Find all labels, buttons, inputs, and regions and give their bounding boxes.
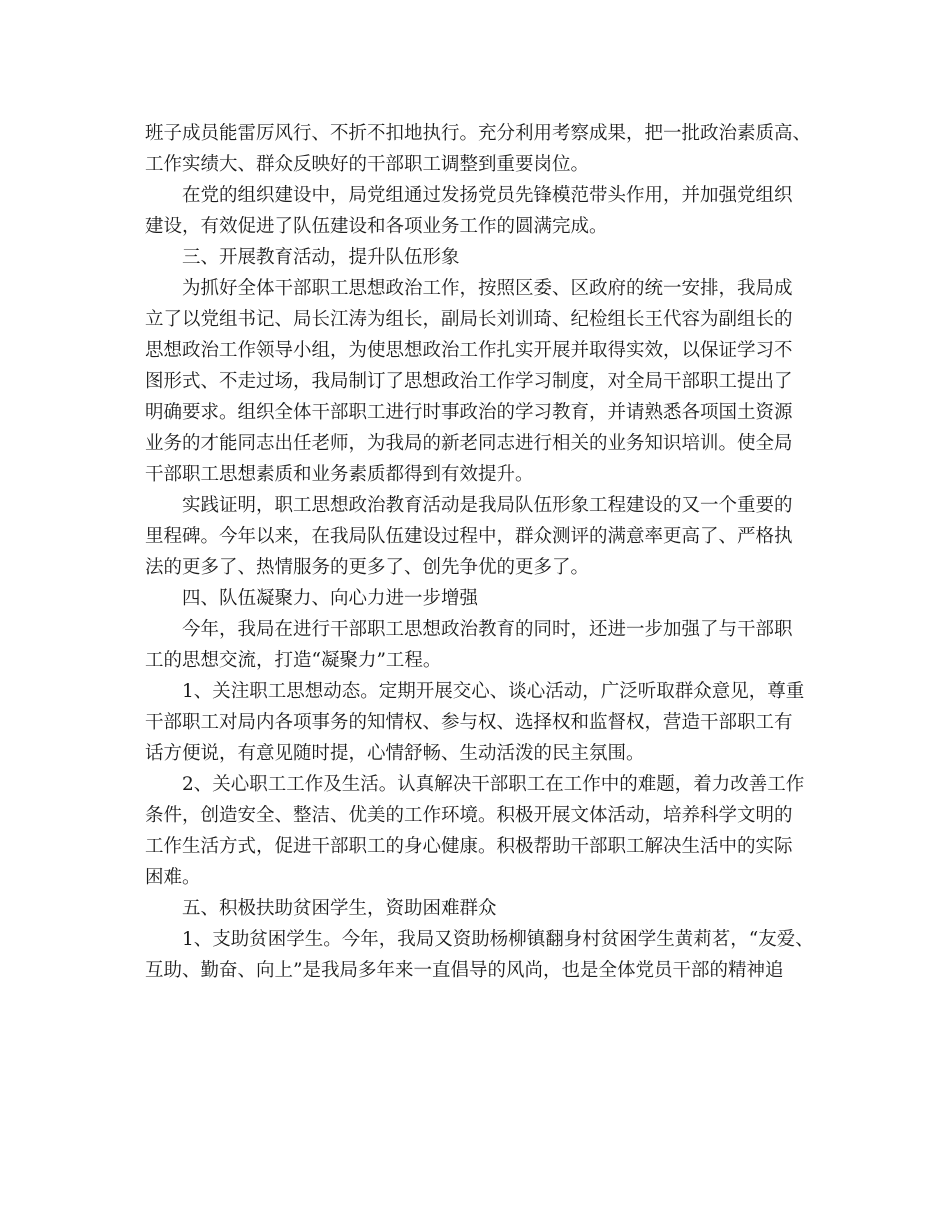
text-line: 条件，创造安全、整洁、优美的工作环境。积极开展文体活动，培养科学文明的: [145, 805, 793, 826]
text-line: 困难。: [145, 867, 201, 888]
document-body: [145, 118, 825, 986]
text-line: 法的更多了、热情服务的更多了、创先争优的更多了。: [145, 557, 590, 578]
text-line: 干部职工思想素质和业务素质都得到有效提升。: [145, 464, 534, 485]
text-line: 图形式、不走过场，我局制订了思想政治工作学习制度，对全局干部职工提出了: [145, 371, 793, 392]
text-line: 实践证明，职工思想政治教育活动是我局队伍形象工程建设的又一个重要的: [182, 495, 793, 516]
section-heading: 三、开展教育活动，提升队伍形象: [182, 247, 460, 268]
text-line: 明确要求。组织全体干部职工进行时事政治的学习教育，并请熟悉各项国土资源: [145, 402, 793, 423]
text-line: 话方便说，有意见随时提，心情舒畅、生动活泼的民主氛围。: [145, 743, 645, 764]
text-line: 工作实绩大、群众反映好的干部职工调整到重要岗位。: [145, 154, 590, 175]
text-line: 里程碑。今年以来，在我局队伍建设过程中，群众测评的满意率更高了、严格执: [145, 526, 793, 547]
text-line: 工作生活方式，促进干部职工的身心健康。积极帮助干部职工解决生活中的实际: [145, 836, 793, 857]
text-line: 2、关心职工工作及生活。认真解决干部职工在工作中的难题，着力改善工作: [182, 774, 805, 795]
section-heading: 五、积极扶助贫困学生，资助困难群众: [182, 898, 497, 919]
text-line: 1、支助贫困学生。今年，我局又资助杨柳镇翻身村贫困学生黄莉茗，“友爱、: [182, 929, 814, 950]
text-line: 业务的才能同志出任老师，为我局的新老同志进行相关的业务知识培训。使全局: [145, 433, 793, 454]
text-line: 立了以党组书记、局长江涛为组长，副局长刘训琦、纪检组长王代容为副组长的: [145, 309, 793, 330]
text-line: 工的思想交流，打造“凝聚力”工程。: [145, 650, 442, 671]
text-line: 为抓好全体干部职工思想政治工作，按照区委、区政府的统一安排，我局成: [182, 278, 793, 299]
text-line: 思想政治工作领导小组，为使思想政治工作扎实开展并取得实效，以保证学习不: [145, 340, 793, 361]
text-line: 班子成员能雷厉风行、不折不扣地执行。充分利用考察成果，把一批政治素质高、: [145, 123, 812, 144]
text-line: 在党的组织建设中，局党组通过发扬党员先锋模范带头作用，并加强党组织: [182, 185, 793, 206]
text-line: 1、关注职工思想动态。定期开展交心、谈心活动，广泛听取群众意见，尊重: [182, 681, 805, 702]
section-heading: 四、队伍凝聚力、向心力进一步增强: [182, 588, 479, 609]
text-line: 互助、勤奋、向上”是我局多年来一直倡导的风尚，也是全体党员干部的精神追: [145, 960, 784, 981]
text-line: 今年，我局在进行干部职工思想政治教育的同时，还进一步加强了与干部职: [182, 619, 793, 640]
text-line: 干部职工对局内各项事务的知情权、参与权、选择权和监督权，营造干部职工有: [145, 712, 793, 733]
text-line: 建设，有效促进了队伍建设和各项业务工作的圆满完成。: [145, 216, 608, 237]
